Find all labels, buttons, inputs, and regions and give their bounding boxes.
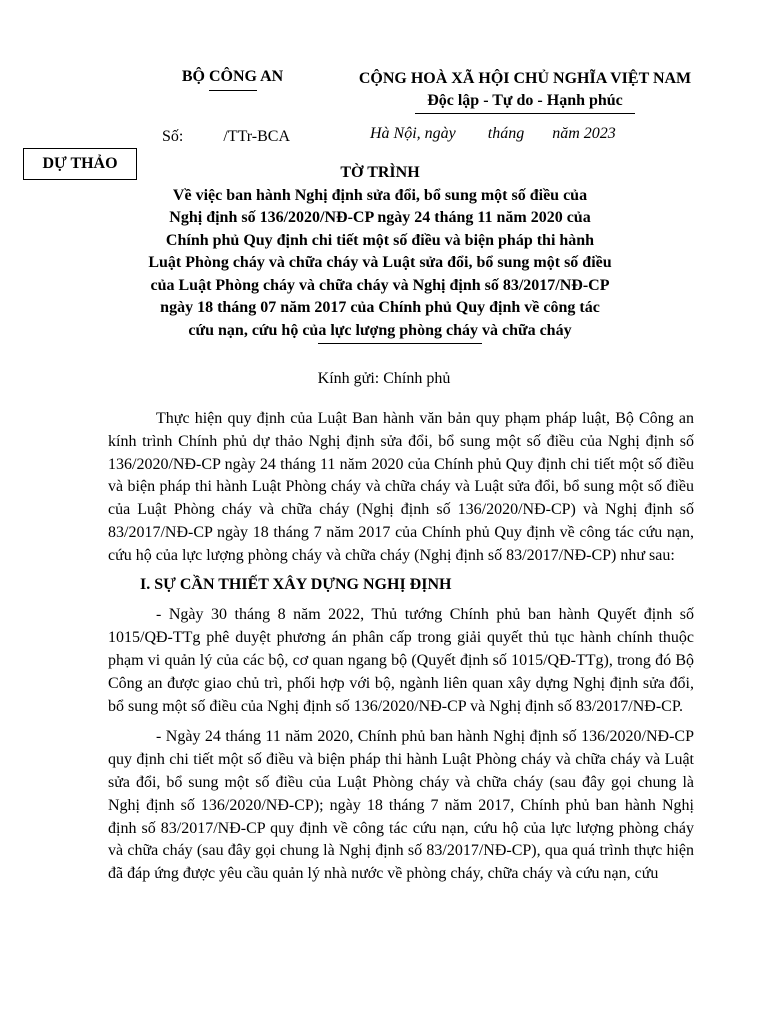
intro-paragraph: Thực hiện quy định của Luật Ban hành văn bản quy phạm pháp luật, Bộ Công an kính trình Chính phủ dự thảo Nghị định sửa đổi, bổ sung một số điều của Nghị định số 136/2020/NĐ-CP ngày 24 tháng 11 năm 2020 của Chính phủ Quy định chi tiết một số điều và biện pháp thi hành Luật Phòng cháy và chữa cháy và Luật sửa đổi, bổ sung một số điều của Luật Phòng cháy và chữa cháy (Nghị định số 136/2020/NĐ-CP) và Nghị định số 83/2017/NĐ-CP ngày 18 tháng 7 năm 2017 của Chính phủ Quy định về công tác cứu nạn, cứu hộ của lực lượng phòng cháy và chữa cháy (Nghị định số 83/2017/NĐ-CP) như sau: <box>108 410 694 564</box>
recipient-line: Kính gửi: Chính phủ <box>317 370 451 387</box>
title-line: Chính phủ Quy định chi tiết một số điều và biện pháp thi hành <box>165 231 595 249</box>
body-paragraph: - Ngày 30 tháng 8 năm 2022, Thủ tướng Chính phủ ban hành Quyết định số 1015/QĐ-TTg phê duyệt phương án phân cấp trong giải quyết thủ tục hành chính thuộc phạm vi quản lý của các bộ, cơ quan ngang bộ (Quyết định số 1015/QĐ-TTg), trong đó Bộ Công an được giao chủ trì, phối hợp với bộ, ngành liên quan xây dựng Nghị định sửa đổi, bổ sung một số điều của Nghị định số 136/2020/NĐ-CP và Nghị định số 83/2017/NĐ-CP. <box>108 606 694 715</box>
month-label: tháng <box>487 125 525 142</box>
national-header-block <box>340 68 710 114</box>
document-title-block <box>100 162 660 342</box>
title-underline <box>318 343 482 344</box>
place-and-date <box>370 125 616 143</box>
national-motto: Độc lập - Tự do - Hạnh phúc <box>427 92 623 109</box>
title-line: của Luật Phòng cháy và chữa cháy và Nghị định số 83/2017/NĐ-CP <box>150 276 610 294</box>
title-line: ngày 18 tháng 07 năm 2017 của Chính phủ Quy định về công tác <box>160 299 600 316</box>
document-number <box>162 128 290 146</box>
title-line: Luật Phòng cháy và chữa cháy và Luật sửa đổi, bổ sung một số điều <box>148 254 612 271</box>
section-heading: I. SỰ CẦN THIẾT XÂY DỰNG NGHỊ ĐỊNH <box>140 575 452 593</box>
title-line: cứu nạn, cứu hộ của lực lượng phòng cháy và chữa cháy <box>188 321 572 339</box>
number-label: Số: <box>162 128 184 145</box>
number-value: /TTr-BCA <box>223 128 291 145</box>
issuing-agency: BỘ CÔNG AN <box>181 68 284 85</box>
issuing-agency-block <box>165 68 300 91</box>
body-paragraph: - Ngày 24 tháng 11 năm 2020, Chính phủ ban hành Nghị định số 136/2020/NĐ-CP quy định chi tiết một số điều và biện pháp thi hành Luật Phòng cháy và chữa cháy và Luật sửa đổi, bổ sung một số điều của Luật Phòng cháy và chữa cháy (sau đây gọi chung là Nghị định số 136/2020/NĐ-CP); ngày 18 tháng 7 năm 2017, Chính phủ ban hành Nghị định số 83/2017/NĐ-CP quy định về công tác cứu nạn, cứu hộ của lực lượng phòng cháy và chữa cháy (sau đây gọi chung là Nghị định số 83/2017/NĐ-CP), qua quá trình thực hiện đã đáp ứng được yêu cầu quản lý nhà nước về phòng cháy, chữa cháy và cứu nạn, cứu <box>108 728 694 883</box>
title-line: Nghị định số 136/2020/NĐ-CP ngày 24 tháng 11 năm 2020 của <box>169 209 591 226</box>
motto-underline <box>415 113 635 114</box>
place-day: Hà Nội, ngày <box>370 125 456 142</box>
country-name: CỘNG HOÀ XÃ HỘI CHỦ NGHĨA VIỆT NAM <box>358 70 692 87</box>
year-label: năm 2023 <box>552 125 616 142</box>
draft-stamp: DỰ THẢO <box>23 148 137 180</box>
document-body <box>108 408 694 886</box>
agency-underline <box>209 90 257 91</box>
title-line: Về việc ban hành Nghị định sửa đổi, bổ sung một số điều của <box>172 186 588 204</box>
document-type: TỜ TRÌNH <box>340 164 420 181</box>
